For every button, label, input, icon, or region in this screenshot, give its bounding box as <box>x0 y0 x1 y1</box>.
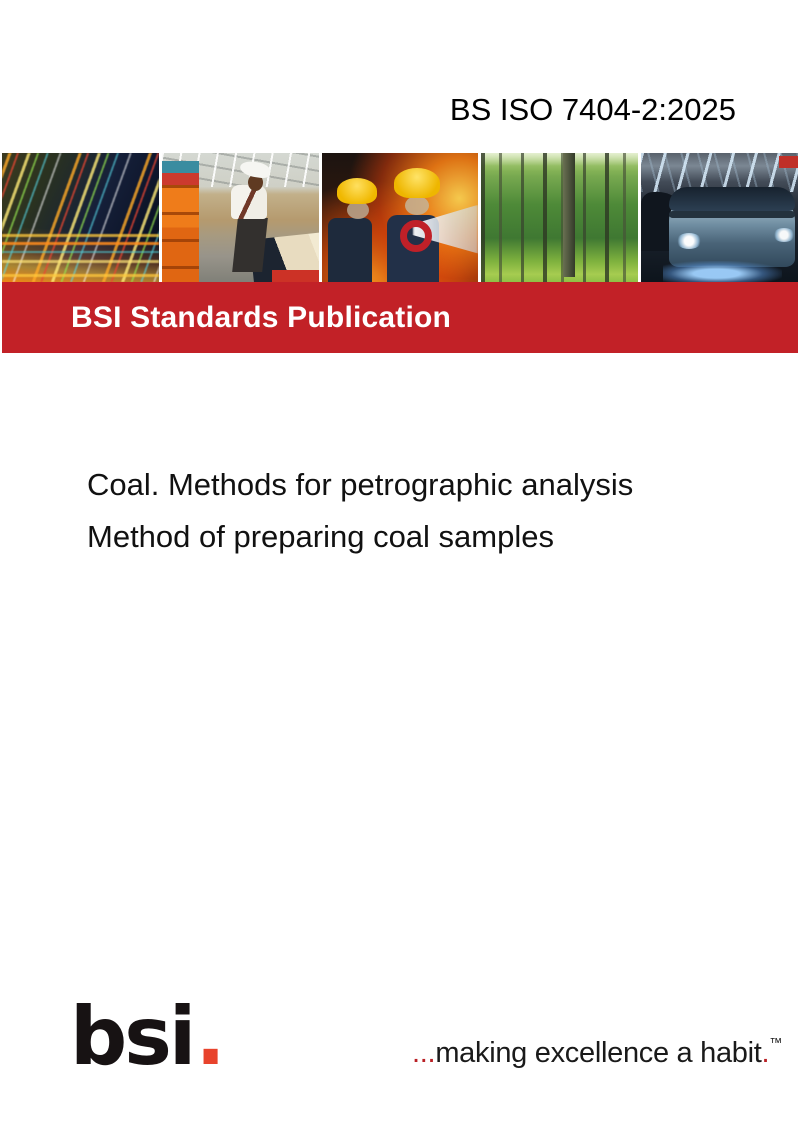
photo-strip <box>2 153 798 282</box>
red-panel-shape <box>779 156 798 169</box>
headlight-shape <box>676 233 702 249</box>
photo-warehouse-worker <box>162 153 319 282</box>
bsi-logo-dot: . <box>195 990 226 1083</box>
worker-shirt-shape <box>231 185 267 219</box>
headlight-shape <box>773 228 795 242</box>
banner <box>2 282 798 353</box>
grille-shape <box>669 211 794 218</box>
tree-trunks-shape <box>481 153 638 282</box>
tagline-period: . <box>761 1037 770 1069</box>
crate-stack-shape <box>162 161 200 282</box>
title-block <box>87 459 740 563</box>
banner-label: BSI Standards Publication <box>71 301 452 334</box>
worker-pants-shape <box>233 218 269 272</box>
car-body-shape <box>669 187 794 267</box>
red-bin-shape <box>272 270 319 282</box>
ceiling-lights-shape <box>641 153 798 192</box>
tagline <box>412 1037 782 1070</box>
photo-forest <box>481 153 638 282</box>
photo-car-assembly <box>641 153 798 282</box>
document-number: BS ISO 7404-2:2025 <box>449 92 736 127</box>
firefighter-face-shape <box>405 196 429 215</box>
photo-light-trails <box>2 153 159 282</box>
windshield-shape <box>669 187 794 211</box>
hose-valve-shape <box>400 220 432 252</box>
firefighter-jacket-shape <box>328 218 372 283</box>
title-line-1: Coal. Methods for petrographic analysis <box>87 467 634 502</box>
bsi-logo-text: bsi <box>70 990 194 1083</box>
underglow-shape <box>663 261 782 282</box>
photo-firefighters <box>322 153 479 282</box>
bsi-logo <box>70 990 226 1083</box>
tagline-ellipsis: ... <box>412 1037 436 1069</box>
bottom-glow-shape <box>2 230 159 282</box>
tagline-text: making excellence a habit <box>435 1037 762 1069</box>
title-line-2: Method of preparing coal samples <box>87 519 554 554</box>
firefighter-helmet-shape <box>394 168 440 198</box>
tagline-trademark: ™ <box>769 1035 782 1050</box>
large-trunk-shape <box>563 153 575 277</box>
firefighter-helmet-shape <box>337 178 377 204</box>
